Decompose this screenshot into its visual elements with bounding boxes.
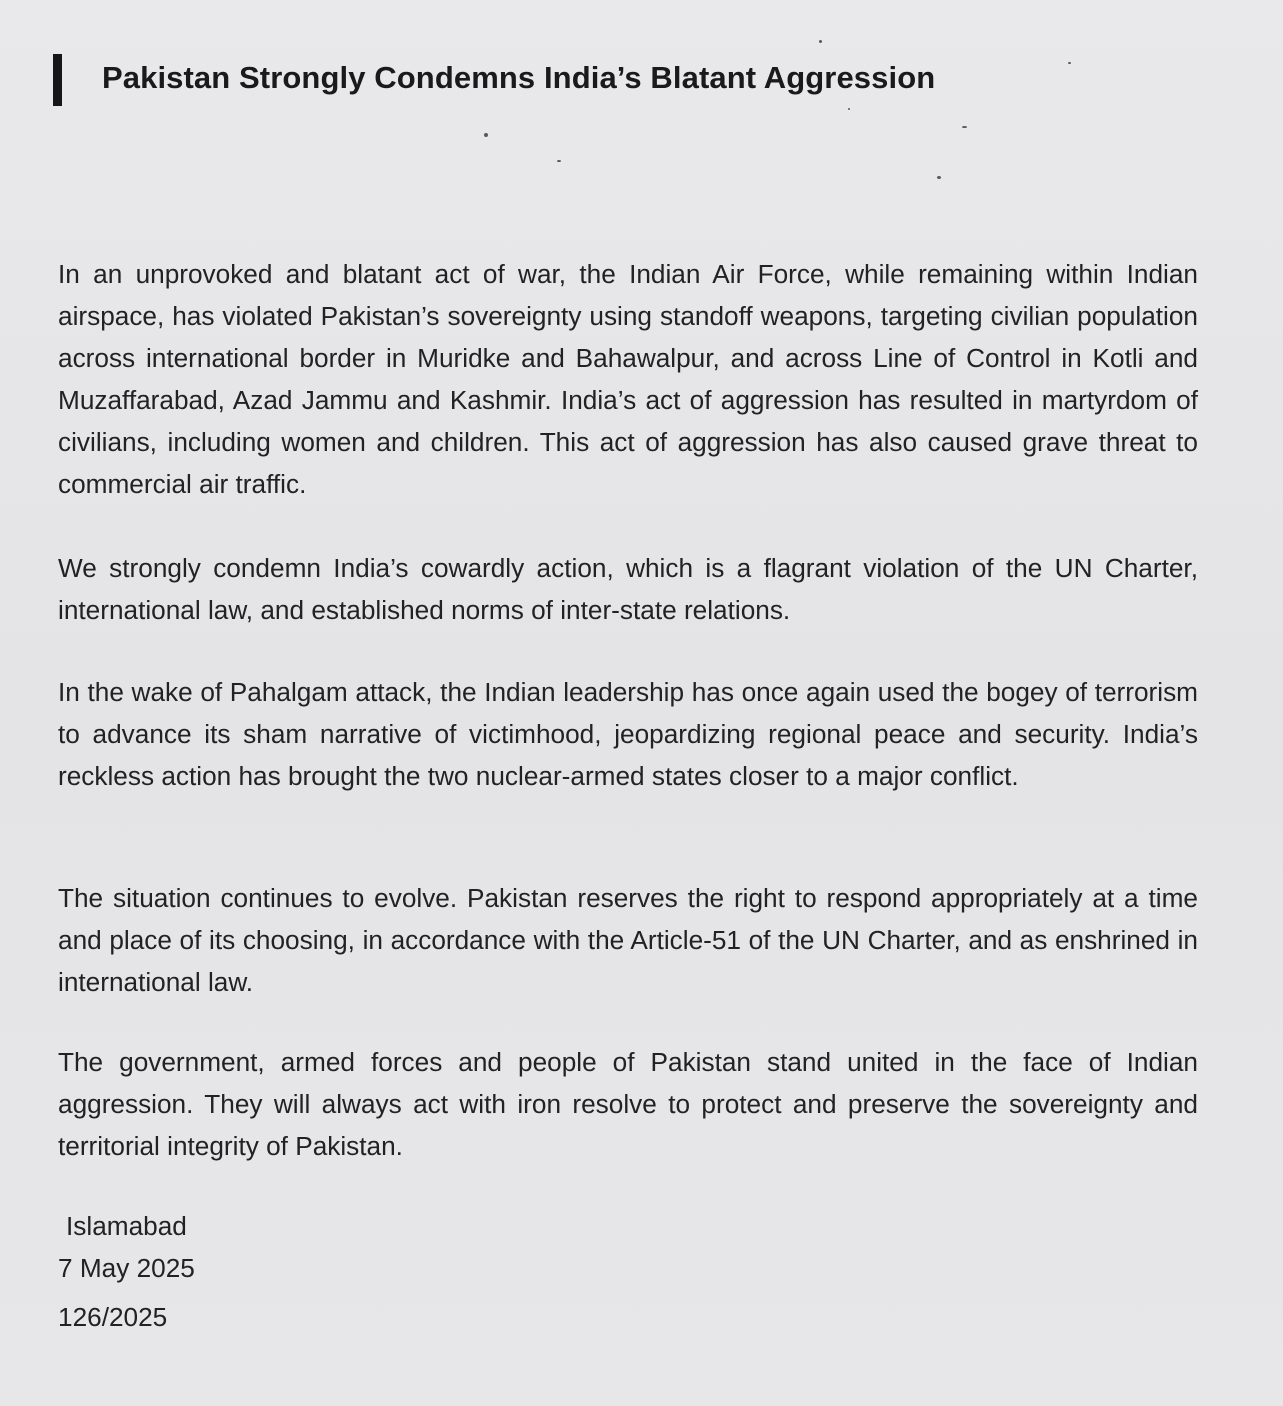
paragraph-5: The government, armed forces and people of Pakistan stand united in the face of Indian aggression. They will always act with iron resolve to protect and preserve the sovereignty and territorial integrity of Pakistan. bbox=[58, 1047, 1198, 1161]
paragraph-4: The situation continues to evolve. Pakistan reserves the right to respond appropriately at a time and place of its choosing, in accordance with the Article-51 of the UN Charter, and as enshrined in international law. bbox=[58, 883, 1198, 997]
scan-speck bbox=[1068, 62, 1071, 64]
scan-speck bbox=[819, 40, 822, 43]
reference-number: 126/2025 bbox=[58, 1302, 168, 1332]
paragraph-3: In the wake of Pahalgam attack, the Indian leadership has once again used the bogey of terrorism to advance its sham narrative of victimhood, jeopardizing regional peace and security. India’s reckless action has brought the two nuclear-armed states closer to a major conflict. bbox=[58, 677, 1198, 791]
scan-speck bbox=[557, 160, 561, 162]
title-accent-bar bbox=[53, 54, 62, 106]
scan-speck bbox=[962, 126, 967, 128]
paragraph-2: We strongly condemn India’s cowardly action, which is a flagrant violation of the UN Charter, international law, and established norms of inter-state relations. bbox=[58, 553, 1198, 625]
scan-speck bbox=[848, 108, 850, 110]
scan-speck bbox=[937, 176, 941, 179]
scan-speck bbox=[484, 133, 488, 137]
issue-place: Islamabad bbox=[66, 1211, 187, 1241]
issue-date: 7 May 2025 bbox=[58, 1253, 195, 1283]
paragraph-1: In an unprovoked and blatant act of war, the Indian Air Force, while remaining within Indian airspace, has violated Pakistan’s sovereignty using standoff weapons, targeting civilian population across international border in Muridke and Bahawalpur, and across Line of Control in Kotli and Muzaffarabad, Azad Jammu and Kashmir. India’s act of aggression has resulted in martyrdom of civilians, including women and children. This act of aggression has also caused grave threat to commercial air traffic. bbox=[58, 259, 1198, 499]
document-title: Pakistan Strongly Condemns India’s Blatant Aggression bbox=[102, 60, 936, 95]
